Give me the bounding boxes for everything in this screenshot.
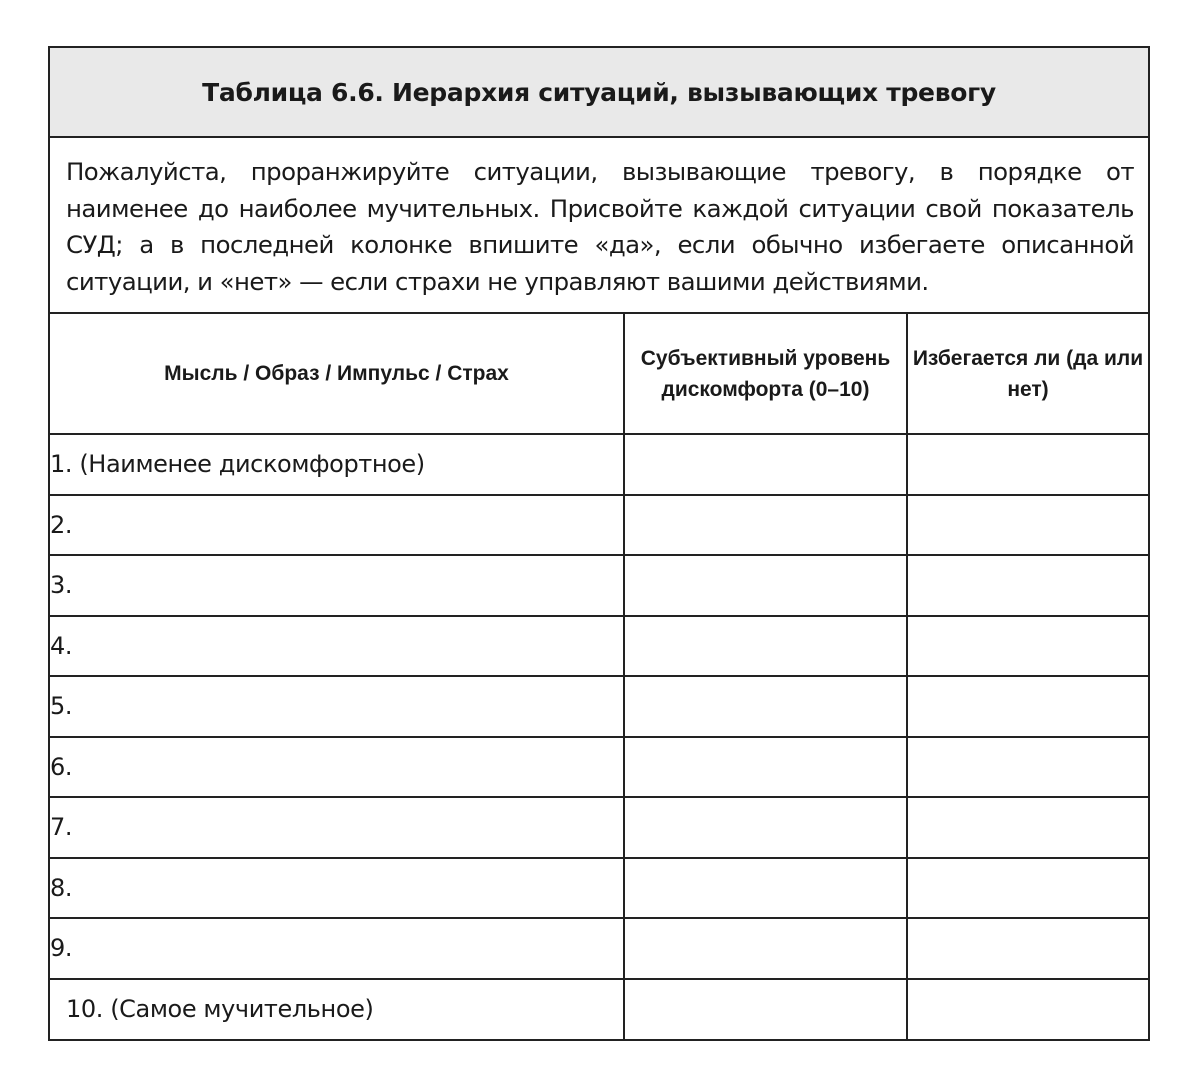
avoided-cell[interactable]: [907, 495, 1148, 556]
discomfort-cell[interactable]: [624, 616, 907, 677]
header-row: [50, 314, 1148, 434]
table-row: [50, 495, 1148, 556]
avoided-cell[interactable]: [907, 555, 1148, 616]
discomfort-cell[interactable]: [624, 979, 907, 1040]
discomfort-cell[interactable]: [624, 495, 907, 556]
row-label: 7.: [50, 797, 624, 858]
avoided-cell[interactable]: [907, 616, 1148, 677]
discomfort-cell[interactable]: [624, 434, 907, 495]
table-row: [50, 858, 1148, 919]
row-label: 8.: [50, 858, 624, 919]
table-row: [50, 918, 1148, 979]
row-label: 5.: [50, 676, 624, 737]
avoided-cell[interactable]: [907, 676, 1148, 737]
row-label: 3.: [50, 555, 624, 616]
avoided-cell[interactable]: [907, 737, 1148, 798]
header-avoided: Избегается ли (да или нет): [907, 314, 1148, 434]
discomfort-cell[interactable]: [624, 918, 907, 979]
table-row: [50, 434, 1148, 495]
avoided-cell[interactable]: [907, 858, 1148, 919]
row-label: 10. (Самое мучительное): [50, 979, 624, 1040]
table-row: [50, 737, 1148, 798]
table-title-bar: [50, 48, 1148, 138]
discomfort-cell[interactable]: [624, 676, 907, 737]
row-label: 1. (Наименее дискомфортное): [50, 434, 624, 495]
discomfort-cell[interactable]: [624, 858, 907, 919]
row-label: 6.: [50, 737, 624, 798]
table-row: [50, 676, 1148, 737]
hierarchy-grid: [50, 314, 1148, 1039]
header-discomfort: Субъективный уровень дискомфорта (0–10): [624, 314, 907, 434]
table-row: [50, 555, 1148, 616]
discomfort-cell[interactable]: [624, 797, 907, 858]
avoided-cell[interactable]: [907, 797, 1148, 858]
table-row: [50, 616, 1148, 677]
row-label: 9.: [50, 918, 624, 979]
discomfort-cell[interactable]: [624, 737, 907, 798]
header-thought: Мысль / Образ / Импульс / Страх: [50, 314, 624, 434]
discomfort-cell[interactable]: [624, 555, 907, 616]
hierarchy-table-document: [48, 46, 1150, 1041]
instruction-text: Пожалуйста, проранжируйте ситуации, вызывающие тревогу, в порядке от наименее до наиболее мучительных. Присвойте каждой ситуации свой показатель СУД; а в последней колонке впишите «да», если обычно избегаете описанной ситуации, и «нет» — если страхи не управляют вашими действиями.: [50, 138, 1148, 314]
row-label: 4.: [50, 616, 624, 677]
avoided-cell[interactable]: [907, 979, 1148, 1040]
table-row: [50, 979, 1148, 1040]
avoided-cell[interactable]: [907, 434, 1148, 495]
table-title: Таблица 6.6. Иерархия ситуаций, вызывающих тревогу: [202, 77, 996, 107]
row-label: 2.: [50, 495, 624, 556]
avoided-cell[interactable]: [907, 918, 1148, 979]
table-row: [50, 797, 1148, 858]
